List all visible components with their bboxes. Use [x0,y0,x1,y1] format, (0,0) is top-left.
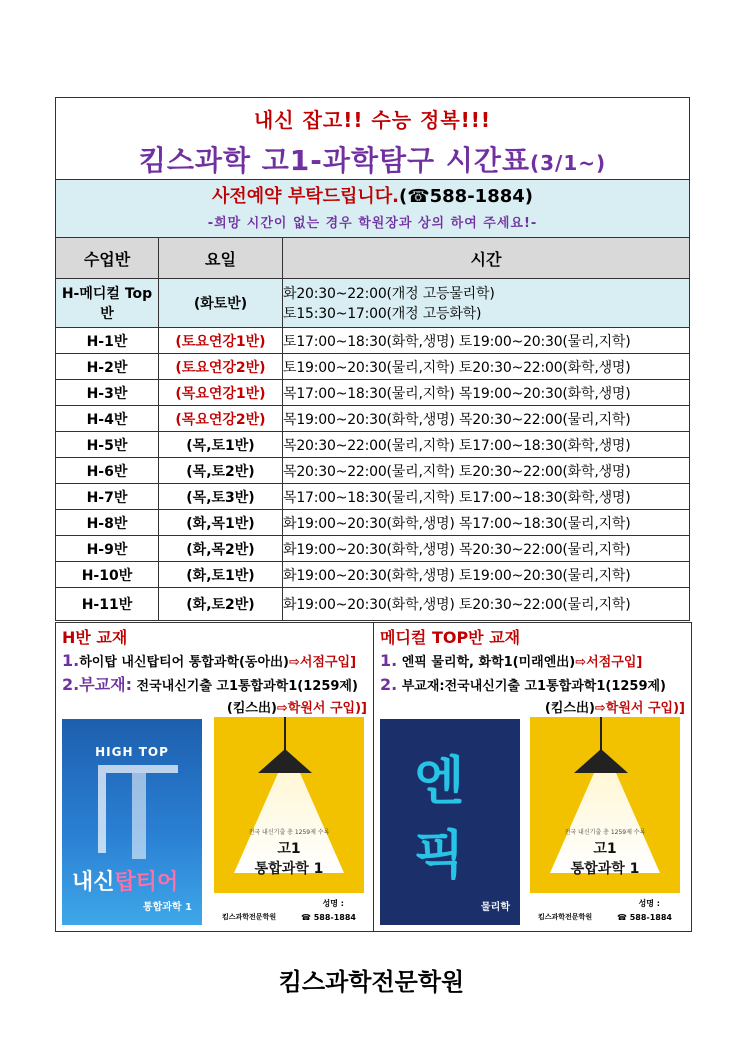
line-label: 부교재: [79,675,132,694]
table-row [56,536,690,562]
time-cell [283,279,690,328]
time-cell: 목17:00~18:30(물리,지학) 토17:00~18:30(화학,생명) [283,484,690,510]
time-cell: 목20:30~22:00(물리,지학) 토17:00~18:30(화학,생명) [283,432,690,458]
class-cell: H-7반 [56,484,159,510]
slogan: 내신 잡고!! 수능 정복!!! [253,108,492,132]
table-row [56,354,690,380]
time-cell: 목20:30~22:00(물리,지학) 토20:30~22:00(화학,생명) [283,458,690,484]
table-header-row [56,238,690,279]
workbook-publisher: 킴스과학전문학원 [538,913,593,921]
medical-books-title: 메디컬 TOP반 교재 [380,628,521,647]
time-line: 화20:30~22:00(개정 고등물리학) [283,286,495,302]
line-text: 엔픽 물리학, 화학1(미래엔出) [397,655,576,670]
class-cell: H-1반 [56,328,159,354]
medical-class-books [374,623,691,931]
header [55,97,690,237]
table-row [56,380,690,406]
time-cell: 화19:00~20:30(화학,생명) 목20:30~22:00(물리,지학) [283,536,690,562]
class-cell: H-11반 [56,588,159,621]
line-text: 부교재:전국내신기출 고1통합과학1(1259제) [397,679,666,694]
line-purchase: ⇨서점구입] [288,655,357,670]
title-text: 킴스과학 고1-과학탐구 시간표 [138,144,530,177]
class-cell: H-3반 [56,380,159,406]
day-cell: (화,목2반) [159,536,283,562]
day-cell: (목요연강1반) [159,380,283,406]
class-cell: H-8반 [56,510,159,536]
line-number: 1. [380,651,398,670]
cover-title-a: 내신 [72,870,115,895]
table-row [56,510,690,536]
line-text: 전국내신기출 고1통합과학1(1259제) [132,679,358,694]
cover-title [72,865,178,896]
class-cell: H-메디컬 Top반 [56,279,159,328]
workbook-cover [530,717,680,927]
h-class-books [56,623,374,931]
schedule-table [55,237,690,621]
page-title [56,139,689,179]
line-text: (킴스出) [544,701,595,716]
day-cell: (화,토2반) [159,588,283,621]
line-number: 2. [62,675,80,694]
time-cell: 화19:00~20:30(화학,생명) 토19:00~20:30(물리,지학) [283,562,690,588]
h-book-line-2 [56,674,373,698]
table-row [56,588,690,621]
class-cell: H-6반 [56,458,159,484]
table-row [56,406,690,432]
line-purchase: ⇨학원서 구입)] [594,701,685,716]
cover-subject: 물리학 [481,902,510,913]
day-cell: (토요연강1반) [159,328,283,354]
time-cell: 화19:00~20:30(화학,생명) 토20:30~22:00(물리,지학) [283,588,690,621]
workbook-top: 전국 내신기출 총 1259제 수록 [248,829,330,836]
class-cell: H-4반 [56,406,159,432]
title-date: (3/1~) [530,151,607,175]
day-cell: (화토반) [159,279,283,328]
medical-book-line-1 [374,650,691,674]
workbook-subject: 통합과학 1 [254,861,324,877]
hightop-book-cover [62,719,202,925]
day-cell: (목,토1반) [159,432,283,458]
time-cell: 토19:00~20:30(물리,지학) 토20:30~22:00(화학,생명) [283,354,690,380]
workbook-publisher: 킴스과학전문학원 [222,913,277,921]
day-cell: (목요연강2반) [159,406,283,432]
timetable-sheet [55,97,690,621]
workbook-sign: 성명 : [638,899,660,908]
workbook-grade: 고1 [277,841,301,857]
day-cell: (화,토1반) [159,562,283,588]
workbook-top: 전국 내신기출 총 1259제 수록 [564,829,646,836]
day-cell: (목,토3반) [159,484,283,510]
workbook-cover [214,717,364,927]
day-cell: (목,토2반) [159,458,283,484]
class-cell: H-5반 [56,432,159,458]
cover-char-1: 엔 [414,752,465,812]
table-row [56,328,690,354]
workbook-label [214,827,364,878]
textbook-section [55,622,692,932]
line-text: 하이탑 내신탑티어 통합과학(동아出) [79,655,289,670]
workbook-label [530,827,680,878]
table-row [56,562,690,588]
workbook-subject: 통합과학 1 [570,861,640,877]
lamp-cord [600,717,602,751]
header-class: 수업반 [56,238,159,279]
line-text: (킴스出) [226,701,277,716]
cover-graphic [132,773,146,859]
workbook-grade: 고1 [593,841,617,857]
class-cell: H-2반 [56,354,159,380]
header-day: 요일 [159,238,283,279]
class-cell: H-9반 [56,536,159,562]
reserve-text: 사전예약 부탁드립니다. [212,186,399,207]
time-cell: 목17:00~18:30(물리,지학) 목19:00~20:30(화학,생명) [283,380,690,406]
medical-book-line-2 [374,674,691,698]
table-row [56,279,690,328]
time-cell: 목19:00~20:30(화학,생명) 목20:30~22:00(물리,지학) [283,406,690,432]
lamp-icon [258,749,312,773]
workbook-phone: ☎ 588-1884 [616,913,672,922]
reserve-line [56,180,689,208]
h-book-line-1 [56,650,373,674]
lamp-icon [574,749,628,773]
phone-text: (☎588-1884) [398,186,533,207]
h-books-title: H반 교재 [62,628,128,647]
time-cell: 토17:00~18:30(화학,생명) 토19:00~20:30(물리,지학) [283,328,690,354]
day-cell: (화,목1반) [159,510,283,536]
class-cell: H-10반 [56,562,159,588]
line-number: 1. [62,651,80,670]
line-purchase: ⇨학원서 구입)] [276,701,367,716]
notice-box [56,179,689,237]
header-time: 시간 [283,238,690,279]
cover-subject: 통합과학 1 [142,902,192,913]
time-line: 토15:30~17:00(개정 고등화학) [283,306,482,322]
cover-title-b: 탑티어 [114,870,179,895]
cover-char-2: 픽 [414,826,465,886]
note-text: -희망 시간이 없는 경우 학원장과 상의 하여 주세요!- [207,216,538,231]
line-number: 2. [380,675,398,694]
table-row [56,484,690,510]
day-cell: (토요연강2반) [159,354,283,380]
workbook-phone: ☎ 588-1884 [300,913,356,922]
cover-brand: HIGH TOP [95,745,169,759]
enpick-book-cover [380,719,520,925]
line-purchase: ⇨서점구입] [575,655,643,670]
table-row [56,432,690,458]
workbook-sign: 성명 : [322,899,344,908]
academy-name: 킴스과학전문학원 [278,968,465,996]
table-row [56,458,690,484]
time-cell: 화19:00~20:30(화학,생명) 목17:00~18:30(물리,지학) [283,510,690,536]
lamp-cord [284,717,286,751]
